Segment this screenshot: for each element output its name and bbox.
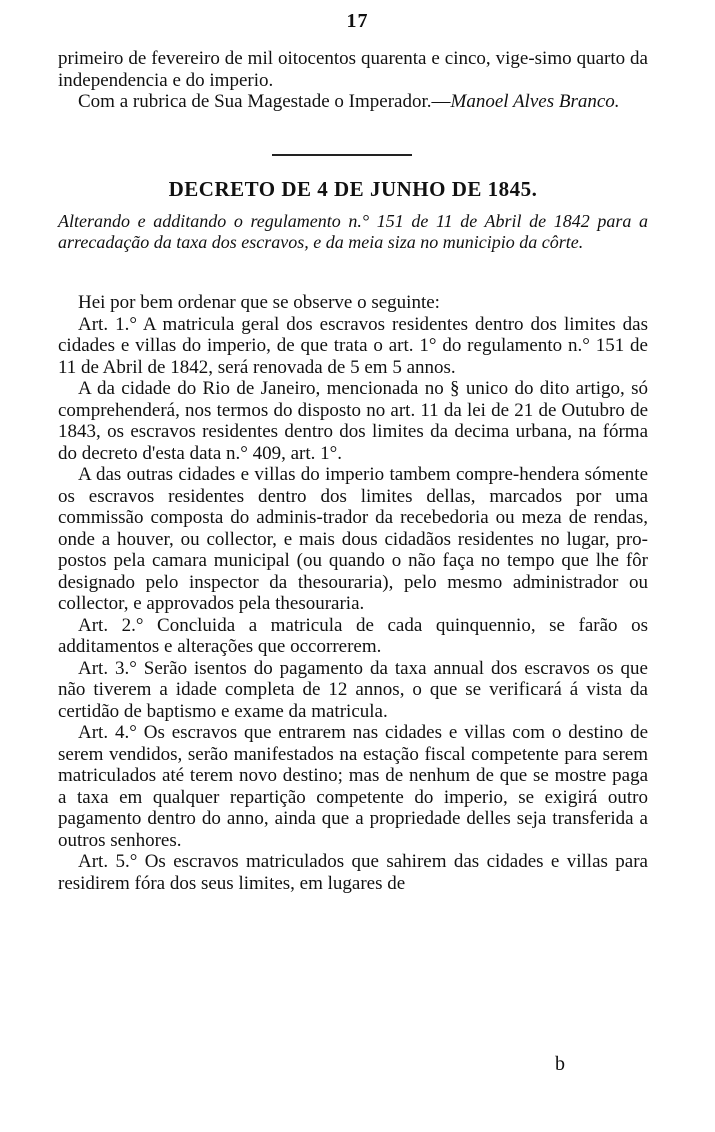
intro-block <box>58 48 648 113</box>
rubric-text: Com a rubrica de Sua Magestade o Imperador.— <box>78 91 451 112</box>
article-paragraph: Art. 2.° Concluida a matricula de cada quinquennio, se farão os additamentos e alterações que occorrerem. <box>58 614 648 657</box>
decree-opening: Hei por bem ordenar que se observe o seguinte: <box>78 292 440 313</box>
rubric-paragraph <box>58 91 648 113</box>
page-number: 17 <box>346 10 369 32</box>
article-paragraph: A da cidade do Rio de Janeiro, mencionada no § unico do dito artigo, só comprehenderá, nos termos do disposto no art. 11 da lei de 21 de Outubro de 1843, os escravos residentes dentro dos limites da decima urbana, na fórma do decreto d'esta data n.° 409, art. 1°. <box>58 378 648 464</box>
article-paragraph: Art. 1.° A matricula geral dos escravos residentes dentro dos limites das cidades e villas do imperio, de que trata o art. 1° do regulamento n.° 151 de 11 de Abril de 1842, será renovada de 5 em 5 annos. <box>58 313 648 378</box>
signatory-name: Manoel Alves Branco. <box>450 91 620 112</box>
article-paragraph: A das outras cidades e villas do imperio tambem compre-hendera sómente os escravos residentes dentro dos limites dellas, marcados por uma commissão composta do adminis-trador da recebedoria ou meza de rendas, onde a houver, ou collector, e mais dous cidadãos residentes no lugar, pro-postos pela camara municipal (ou quando o não faça no tempo que lhe fôr designado pelo inspector da thesouraria), pelo mesmo administrador ou collector, e approvados pela thesouraria. <box>58 464 648 614</box>
article-paragraph: Art. 3.° Serão isentos do pagamento da taxa annual dos escravos os que não tiverem a idade completa de 12 annos, o que se verificará á vista da certidão de baptismo e exame da matricula. <box>58 657 648 722</box>
decree-subtitle: Alterando e additando o regulamento n.° 151 de 11 de Abril de 1842 para a arrecadação da taxa dos escravos, e da meia siza no municipio da côrte. <box>58 211 648 252</box>
section-divider <box>272 154 412 156</box>
intro-paragraph: primeiro de fevereiro de mil oitocentos quarenta e cinco, vige-simo quarto da independencia e do imperio. <box>58 48 648 91</box>
decree-title: DECRETO DE 4 DE JUNHO DE 1845. <box>168 177 538 201</box>
printer-signature-mark: b <box>555 1053 565 1075</box>
article-paragraph: Art. 4.° Os escravos que entrarem nas cidades e villas com o destino de serem vendidos, serão manifestados na estação fiscal competente para serem matriculados até terem novo destino; mas de nenhum de que se mostre paga a taxa em qualquer repartição competente do imperio, se exigirá outro pagamento dentro do anno, ainda que a propriedade delles seja transferida a outros senhores. <box>58 722 648 851</box>
article-paragraph: Art. 5.° Os escravos matriculados que sahirem das cidades e villas para residirem fóra dos seus limites, em lugares de <box>58 851 648 894</box>
decree-body <box>58 292 648 894</box>
